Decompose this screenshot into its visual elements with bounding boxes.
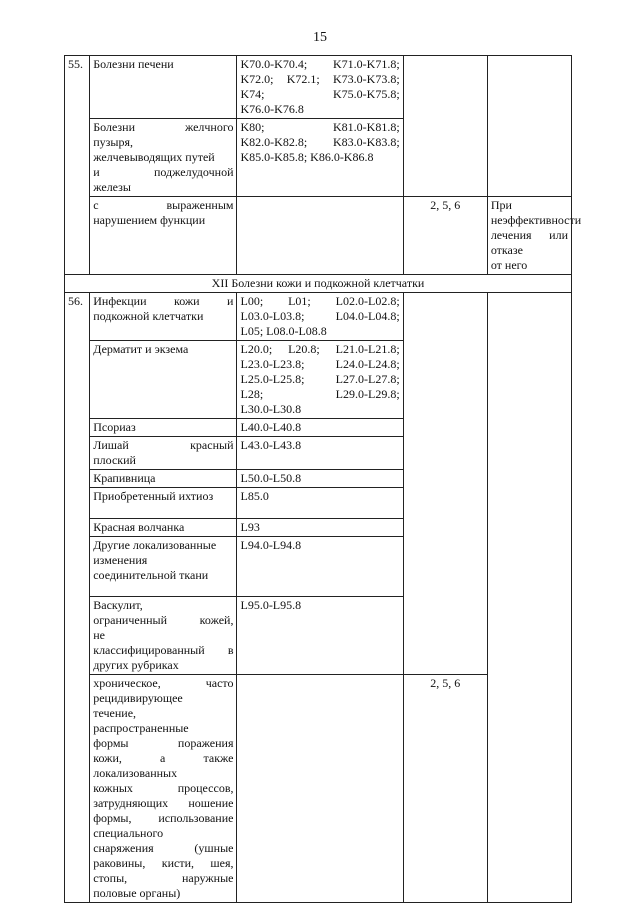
- disease-name: Псориаз: [90, 419, 237, 437]
- disease-name: Красная волчанка: [90, 519, 237, 537]
- icd-codes: [237, 197, 403, 275]
- row-number: 55.: [65, 56, 90, 275]
- icd-codes: [237, 675, 403, 903]
- icd-codes: L85.0: [237, 488, 403, 519]
- categories-cell: [403, 293, 487, 675]
- section-row: [65, 275, 572, 293]
- disease-name: Лишай красный плоский: [90, 437, 237, 470]
- row-number: 56.: [65, 293, 90, 903]
- categories: 2, 5, 6: [403, 675, 487, 903]
- disease-name: Другие локализованные изменения соединительной ткани: [90, 537, 237, 597]
- icd-codes: L50.0-L50.8: [237, 470, 403, 488]
- condition: хроническое, часто рецидивирующее течение, распространенные формы поражения кожи, а также локализованных кожных процессов, затрудняющих ношение формы, использование специального снаряжения (ушные раковины, кисти, шея, стопы, наружные половые органы): [90, 675, 237, 903]
- icd-codes: L93: [237, 519, 403, 537]
- disease-name: Инфекции кожи и подкожной клетчатки: [90, 293, 237, 341]
- disease-table: [64, 55, 582, 903]
- categories-cell: [403, 56, 487, 197]
- icd-codes: L95.0-L95.8: [237, 597, 403, 675]
- disease-name: Болезни желчного пузыря, желчевыводящих путей и поджелудочной железы: [90, 119, 237, 197]
- table-row: [65, 197, 572, 275]
- disease-name: Приобретенный ихтиоз: [90, 488, 237, 519]
- categories: 2, 5, 6: [403, 197, 487, 275]
- icd-codes: L40.0-L40.8: [237, 419, 403, 437]
- disease-name: Крапивница: [90, 470, 237, 488]
- note-cell: [487, 56, 571, 197]
- disease-name: Болезни печени: [90, 56, 237, 119]
- note-cell: [487, 293, 571, 903]
- page-number: 15: [313, 30, 327, 45]
- icd-codes: L43.0-L43.8: [237, 437, 403, 470]
- table-row: [65, 293, 572, 341]
- disease-name: Васкулит, ограниченный кожей, не классифицированный в других рубриках: [90, 597, 237, 675]
- icd-codes: K80; K81.0-K81.8; K82.0-K82.8; K83.0-K83.8; K85.0-K85.8; K86.0-K86.8: [237, 119, 403, 197]
- icd-codes: L94.0-L94.8: [237, 537, 403, 597]
- condition: с выраженным нарушением функции: [90, 197, 237, 275]
- icd-codes: L20.0; L20.8; L21.0-L21.8; L23.0-L23.8; L24.0-L24.8; L25.0-L25.8; L27.0-L27.8; L28; L29.0-L29.8; L30.0-L30.8: [237, 341, 403, 419]
- table-row: [65, 56, 572, 119]
- disease-name: Дерматит и экзема: [90, 341, 237, 419]
- note: При неэффективности лечения или отказе от него: [487, 197, 571, 275]
- section-title: XII Болезни кожи и подкожной клетчатки: [65, 275, 572, 293]
- icd-codes: L00; L01; L02.0-L02.8; L03.0-L03.8; L04.0-L04.8; L05; L08.0-L08.8: [237, 293, 403, 341]
- icd-codes: K70.0-K70.4; K71.0-K71.8; K72.0; K72.1; K73.0-K73.8; K74; K75.0-K75.8; K76.0-K76.8: [237, 56, 403, 119]
